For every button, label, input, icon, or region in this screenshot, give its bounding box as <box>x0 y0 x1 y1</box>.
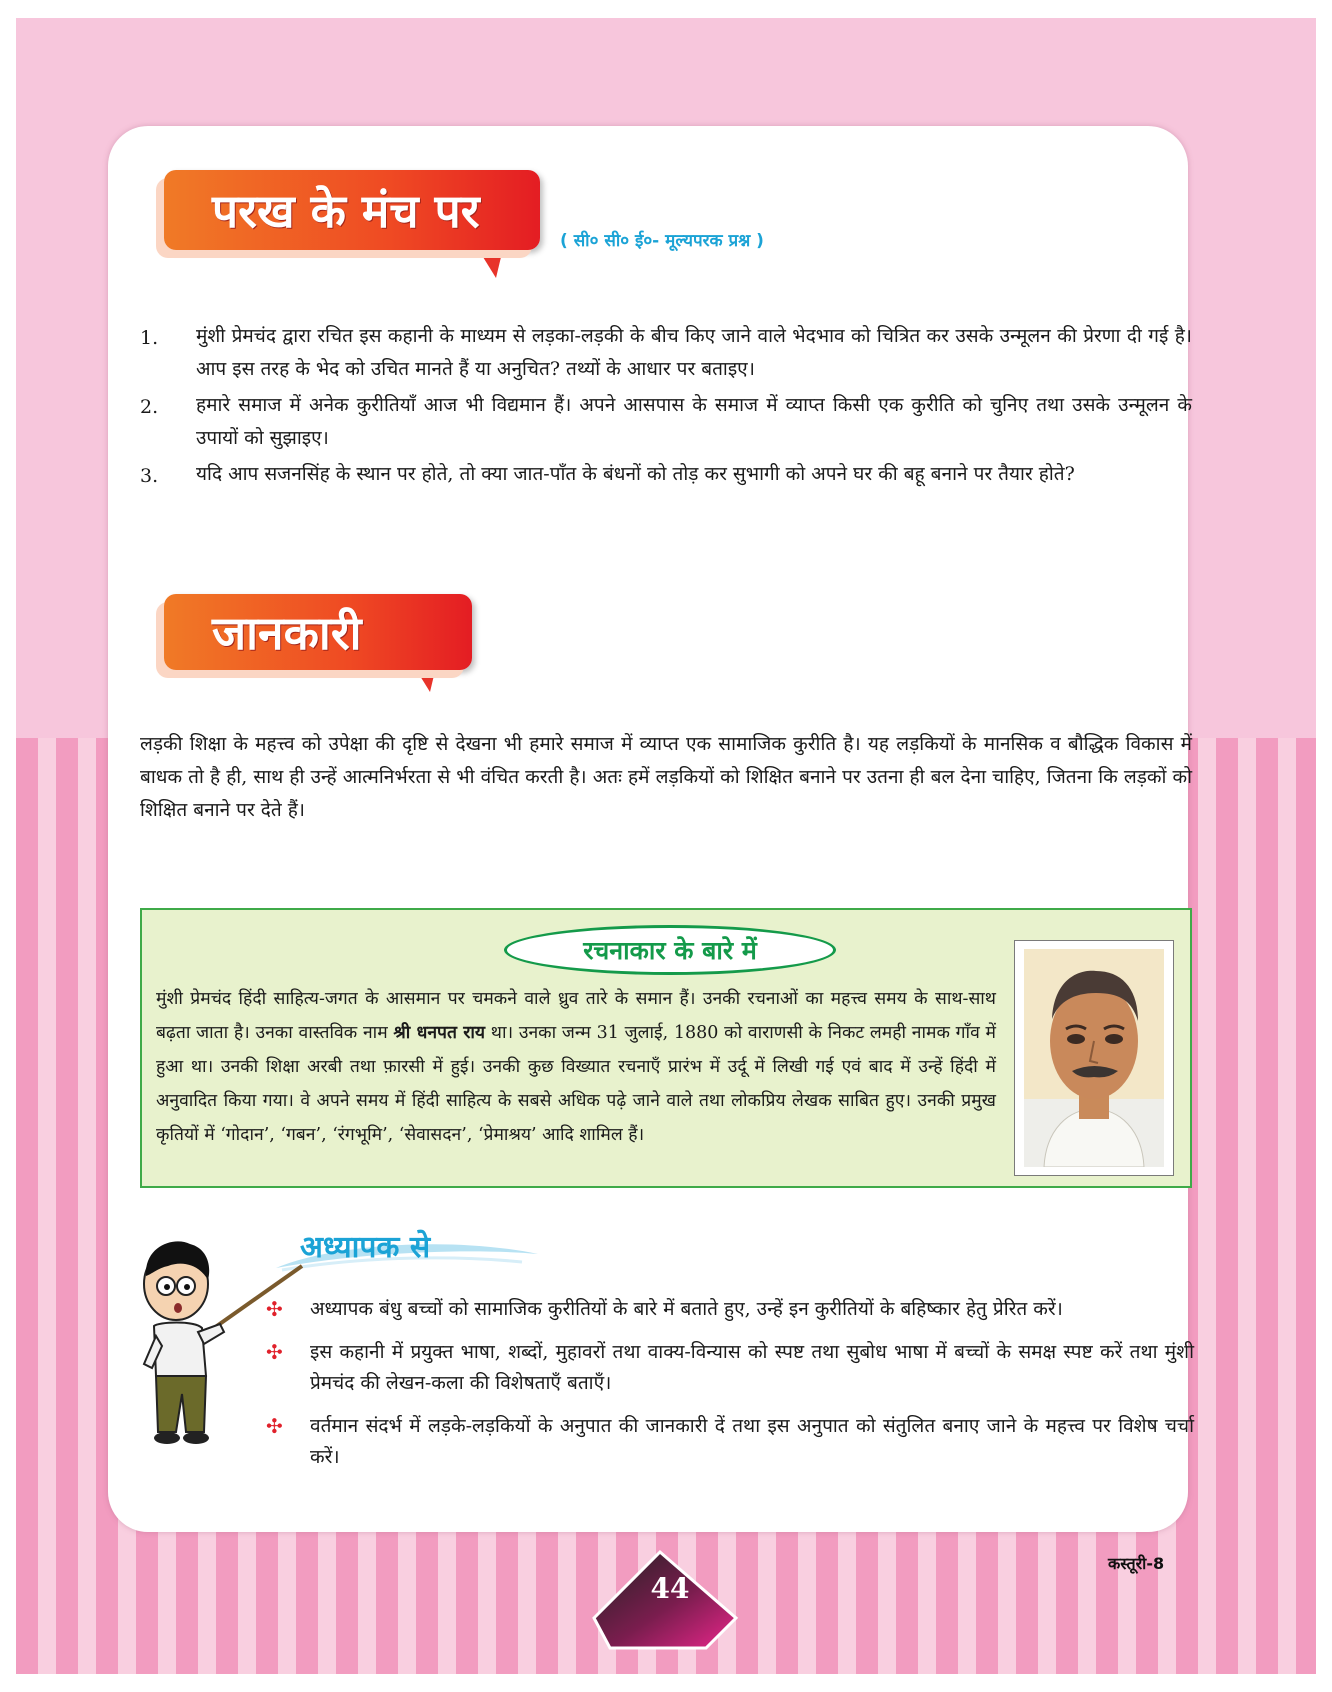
teacher-item-text: अध्यापक बंधु बच्चों को सामाजिक कुरीतियों के बारे में बताते हुए, उन्हें इन कुरीतियों के बहिष्कार हेतु प्रेरित करें। <box>310 1298 1063 1320</box>
teacher-item <box>266 1294 1194 1325</box>
page-number: 44 <box>650 1572 690 1605</box>
teacher-item <box>266 1337 1194 1399</box>
series-label: कस्तूरी-8 <box>1108 1554 1165 1573</box>
question-list <box>140 320 1192 496</box>
bullet-icon: ✣ <box>266 1340 283 1364</box>
author-bio <box>156 982 996 1152</box>
question-text: यदि आप सजनसिंह के स्थान पर होते, तो क्या जात-पाँत के बंधनों को तोड़ कर सुभागी को अपने घर की बहू बनाने पर तैयार होते? <box>196 463 1075 485</box>
author-bio-text: मुंशी प्रेमचंद हिंदी साहित्य-जगत के आसमान पर चमकने वाले ध्रुव तारे के समान हैं। उनकी रचनाओं का महत्त्व समय के साथ-साथ बढ़ता जाता है। उनका वास्तविक नाम <box>156 989 996 1043</box>
question-number: 3. <box>140 465 159 487</box>
jankari-paragraph: लड़की शिक्षा के महत्त्व को उपेक्षा की दृष्टि से देखना भी हमारे समाज में व्याप्त एक सामाजिक कुरीति है। यह लड़कियों के मानसिक व बौद्धिक विकास में बाधक तो है ही, साथ ही उन्हें आत्मनिर्भरता से भी वंचित करती है। अतः हमें लड़कियों को शिक्षित बनाने पर उतना ही बल देना चाहिए, जितना कि लड़कों को शिक्षित बनाने पर देते हैं। <box>140 733 1192 821</box>
question-text: मुंशी प्रेमचंद द्वारा रचित इस कहानी के माध्यम से लड़का-लड़की के बीच किए जाने वाले भेदभाव को चित्रित कर उसके उन्मूलन की प्रेरणा दी गई है। आप इस तरह के भेद को उचित मानते हैं या अनुचित? तथ्यों के आधार पर बताइए। <box>196 325 1192 380</box>
author-real-name: श्री धनपत राय <box>393 1023 486 1043</box>
teacher-item-text: वर्तमान संदर्भ में लड़के-लड़कियों के अनुपात की जानकारी दें तथा इस अनुपात को संतुलित बनाए जाने के महत्त्व पर विशेष चर्चा करें। <box>310 1415 1194 1468</box>
section-heading-parakh: परख के मंच पर <box>164 170 540 250</box>
cce-tag: ( सी० सी० ई०- मूल्यपरक प्रश्न ) <box>560 231 764 251</box>
teacher-item <box>266 1411 1194 1473</box>
section-heading-jankari: जानकारी <box>164 594 472 670</box>
teacher-item-text: इस कहानी में प्रयुक्त भाषा, शब्दों, मुहावरों तथा वाक्य-विन्यास को स्पष्ट तथा सुबोध भाषा में बच्चों के समक्ष स्पष्ट करें तथा मुंशी प्रेमचंद की लेखन-कला की विशेषताएँ बताएँ। <box>310 1341 1194 1394</box>
portrait-image <box>1023 949 1165 1167</box>
question-item <box>140 458 1192 493</box>
question-item <box>140 320 1192 386</box>
bullet-icon: ✣ <box>266 1297 283 1321</box>
teacher-list <box>266 1294 1194 1485</box>
author-portrait <box>1014 940 1174 1176</box>
question-text: हमारे समाज में अनेक कुरीतियाँ आज भी विद्यमान हैं। अपने आसपास के समाज में व्याप्त किसी एक कुरीति को चुनिए तथा उसके उन्मूलन के उपायों को सुझाइए। <box>196 394 1192 449</box>
question-item <box>140 389 1192 455</box>
author-bio-text: था। उनका जन्म 31 जुलाई, 1880 को वाराणसी के निकट लमही नामक गाँव में हुआ था। उनकी शिक्षा अरबी तथा फ़ारसी में हुई। उनकी कुछ विख्यात रचनाएँ प्रारंभ में उर्दू में लिखी गई एवं बाद में उन्हें हिंदी में अनुवादित किया गया। वे अपने समय में हिंदी साहित्य के सबसे अधिक पढ़े जाने वाले तथा लोकप्रिय लेखक साबित हुए। उनकी प्रमुख कृतियों में ‘गोदान’, ‘गबन’, ‘रंगभूमि’, ‘सेवासदन’, ‘प्रेमाश्रय’ आदि शामिल हैं। <box>156 1023 996 1145</box>
author-heading: रचनाकार के बारे में <box>504 925 836 975</box>
question-number: 1. <box>140 327 159 349</box>
teacher-heading: अध्यापक से <box>300 1230 431 1265</box>
bullet-icon: ✣ <box>266 1414 283 1438</box>
question-number: 2. <box>140 396 159 418</box>
